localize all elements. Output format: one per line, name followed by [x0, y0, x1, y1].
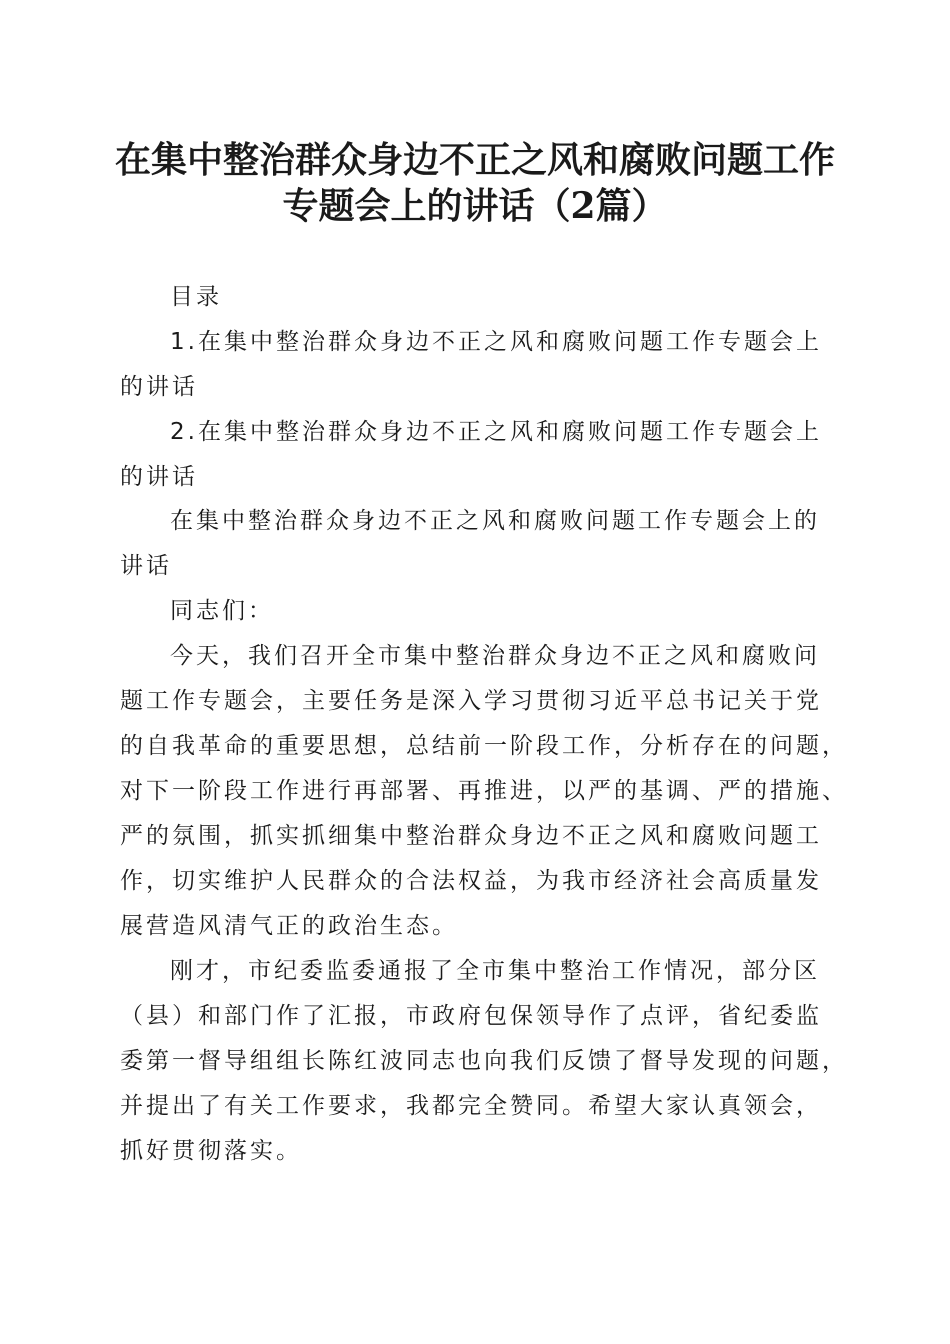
paragraph-1-line-7: 展营造风清气正的政治生态。	[120, 913, 458, 939]
paragraph-1-line-3: 的自我革命的重要思想，总结前一阶段工作，分析存在的问题，	[120, 733, 848, 759]
paragraph-2-line-1: 刚才，市纪委监委通报了全市集中整治工作情况，部分区	[170, 958, 820, 984]
toc-heading: 目录	[170, 284, 222, 310]
paragraph-1-line-4: 对下一阶段工作进行再部署、再推进，以严的基调、严的措施、	[120, 778, 848, 804]
section-title-line-1: 在集中整治群众身边不正之风和腐败问题工作专题会上的	[170, 508, 820, 534]
toc-item-2-line-2: 的讲话	[120, 464, 198, 490]
paragraph-1-line-6: 作，切实维护人民群众的合法权益，为我市经济社会高质量发	[120, 868, 822, 894]
paragraph-2-line-5: 抓好贯彻落实。	[120, 1138, 302, 1164]
paragraph-1-line-2: 题工作专题会，主要任务是深入学习贯彻习近平总书记关于党	[120, 688, 822, 714]
toc-item-1-line-2: 的讲话	[120, 374, 198, 400]
paragraph-1-line-5: 严的氛围，抓实抓细集中整治群众身边不正之风和腐败问题工	[120, 823, 822, 849]
toc-item-1-line-1: 1.在集中整治群众身边不正之风和腐败问题工作专题会上	[170, 329, 822, 355]
paragraph-2-line-2: （县）和部门作了汇报，市政府包保领导作了点评，省纪委监	[120, 1003, 822, 1029]
paragraph-2-line-3: 委第一督导组组长陈红波同志也向我们反馈了督导发现的问题，	[120, 1048, 848, 1074]
salutation: 同志们：	[170, 598, 274, 624]
toc-item-2-line-1: 2.在集中整治群众身边不正之风和腐败问题工作专题会上	[170, 419, 822, 445]
paragraph-2-line-4: 并提出了有关工作要求，我都完全赞同。希望大家认真领会，	[120, 1093, 822, 1119]
section-title-line-2: 讲话	[120, 553, 172, 579]
paragraph-1-line-1: 今天，我们召开全市集中整治群众身边不正之风和腐败问	[170, 643, 820, 669]
document-title-line-1: 在集中整治群众身边不正之风和腐败问题工作	[114, 139, 835, 181]
document-title-line-2: 专题会上的讲话（2篇）	[282, 185, 668, 227]
